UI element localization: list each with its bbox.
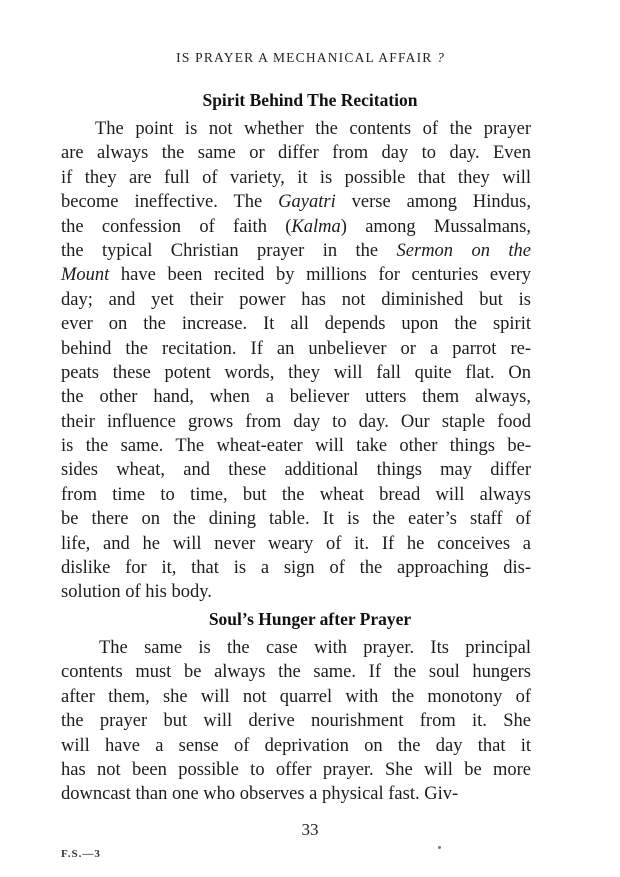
text-segment: from time to time, but the wheat bread will always [61, 484, 531, 505]
text-line [61, 483, 531, 507]
text-line [61, 556, 531, 580]
running-head [0, 50, 620, 66]
italic-text-segment: Kalma [291, 216, 341, 237]
text-line [61, 758, 531, 782]
text-segment: have been recited by millions for centuries every [109, 265, 531, 286]
text-segment: downcast than one who observes a physical fast. Giv- [61, 784, 459, 805]
text-segment: their influence grows from day to day. Our staple food [61, 411, 531, 432]
text-segment: sides wheat, and these additional things may differ [61, 460, 531, 481]
text-segment: has not been possible to offer prayer. She will be more [61, 759, 531, 780]
text-line [61, 117, 531, 141]
section-heading-souls-hunger: Soul’s Hunger after Prayer [208, 609, 412, 629]
text-segment: the confession of faith ( [61, 216, 292, 237]
text-line [61, 458, 531, 482]
printer-signature-mark: F.S.—3 [61, 848, 101, 860]
page-number: 33 [301, 820, 319, 839]
text-line [61, 337, 531, 361]
text-line [61, 166, 531, 190]
text-segment: The point is not whether the contents of the prayer [95, 119, 531, 139]
text-line [61, 385, 531, 409]
text-segment: peats these potent words, they will fall quite flat. On [61, 362, 531, 383]
text-line [61, 532, 531, 556]
text-line [61, 734, 531, 758]
text-line [61, 434, 531, 458]
text-segment: verse among Hindus, [335, 192, 531, 213]
text-segment: if they are full of variety, it is possible that they will [61, 167, 531, 188]
print-speck [438, 846, 441, 849]
paragraph-spirit-behind-recitation [61, 117, 531, 605]
text-segment: contents must be always the same. If the soul hungers [61, 662, 531, 683]
text-line [61, 361, 531, 385]
text-line [61, 709, 531, 733]
text-segment: be there on the dining table. It is the eater’s staff of [61, 509, 531, 530]
paragraph-souls-hunger [61, 636, 531, 807]
italic-text-segment: Mount [61, 265, 110, 286]
text-segment: the prayer but will derive nourishment from it. She [61, 711, 531, 732]
text-segment: The same is the case with prayer. Its principal [99, 638, 531, 658]
text-segment: ) among Mussalmans, [340, 216, 531, 237]
text-segment: after them, she will not quarrel with the monotony of [61, 686, 531, 707]
text-line [61, 685, 531, 709]
text-segment: day; and yet their power has not diminished but is [61, 289, 531, 310]
text-segment: ever on the increase. It all depends upon the spirit [61, 314, 531, 335]
italic-text-segment: Gayatri [278, 192, 336, 213]
text-line [61, 507, 531, 531]
text-segment: solution of his body. [61, 582, 212, 603]
section-heading-spirit-behind-recitation: Spirit Behind The Recitation [202, 90, 418, 110]
text-line [61, 141, 531, 165]
text-line [61, 636, 531, 660]
running-head-question-mark: ? [437, 50, 444, 65]
text-segment: will have a sense of deprivation on the day that it [61, 735, 531, 756]
text-segment: the other hand, when a believer utters them always, [61, 387, 531, 408]
text-line [61, 660, 531, 684]
text-segment: the typical Christian prayer in the [61, 240, 397, 261]
text-line [61, 410, 531, 434]
text-line [61, 580, 531, 604]
running-head-text: IS PRAYER A MECHANICAL AFFAIR [176, 50, 433, 65]
text-line [61, 263, 531, 287]
text-segment: become ineffective. The [61, 192, 279, 213]
text-segment: life, and he will never weary of it. If he conceives a [61, 533, 531, 554]
text-line [61, 239, 531, 263]
text-line [61, 782, 531, 806]
italic-text-segment: Sermon on the [396, 240, 531, 261]
text-segment: behind the recitation. If an unbeliever or a parrot re- [61, 338, 531, 359]
text-line [61, 288, 531, 312]
text-line [61, 215, 531, 239]
text-line [61, 312, 531, 336]
text-segment: dislike for it, that is a sign of the approaching dis- [61, 558, 531, 579]
text-segment: is the same. The wheat-eater will take other things be- [61, 436, 531, 457]
text-segment: are always the same or differ from day to day. Even [61, 143, 531, 164]
text-line [61, 190, 531, 214]
